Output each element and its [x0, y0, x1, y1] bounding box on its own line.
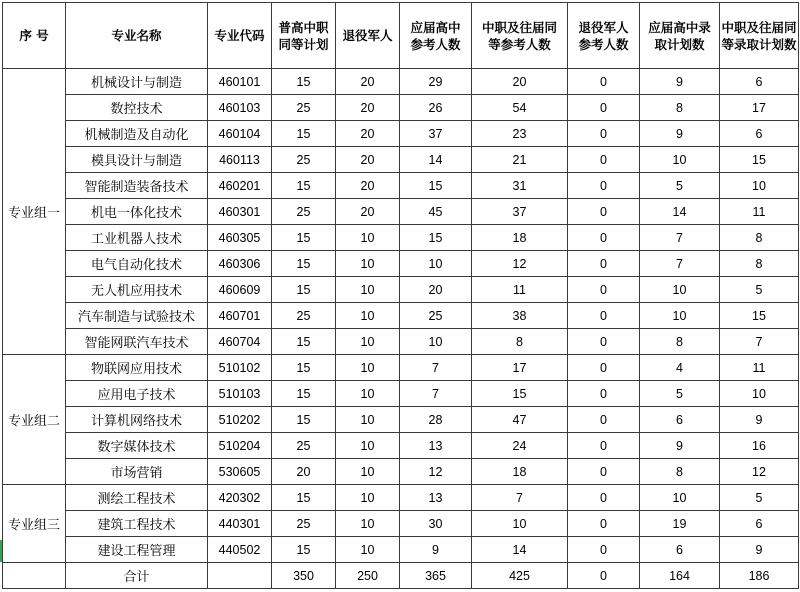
admit-hs-cell[interactable]: 19 — [640, 511, 720, 537]
major-name-cell[interactable]: 建设工程管理 — [66, 537, 208, 563]
major-code-cell[interactable]: 440301 — [208, 511, 272, 537]
table-row — [3, 277, 799, 303]
plan-veteran-cell[interactable]: 20 — [336, 95, 400, 121]
exam-hs-cell[interactable]: 14 — [400, 147, 472, 173]
table-row — [3, 433, 799, 459]
table-row — [3, 95, 799, 121]
exam-hs-cell[interactable]: 12 — [400, 459, 472, 485]
total-admit-hs-cell[interactable]: 164 — [640, 563, 720, 589]
major-name-cell[interactable]: 应用电子技术 — [66, 381, 208, 407]
exam-vocational-cell[interactable]: 15 — [472, 381, 568, 407]
plan-hs-equiv-cell[interactable]: 25 — [272, 147, 336, 173]
total-row — [3, 563, 799, 589]
exam-vocational-cell[interactable]: 23 — [472, 121, 568, 147]
plan-hs-equiv-cell[interactable]: 15 — [272, 537, 336, 563]
total-code-cell[interactable] — [208, 563, 272, 589]
exam-vocational-cell[interactable]: 37 — [472, 199, 568, 225]
plan-hs-equiv-cell[interactable]: 15 — [272, 381, 336, 407]
plan-hs-equiv-cell[interactable]: 25 — [272, 303, 336, 329]
plan-hs-equiv-cell[interactable]: 15 — [272, 251, 336, 277]
major-code-cell[interactable]: 460201 — [208, 173, 272, 199]
plan-hs-equiv-cell[interactable]: 25 — [272, 95, 336, 121]
plan-veteran-cell[interactable]: 10 — [336, 355, 400, 381]
exam-veteran-cell[interactable]: 0 — [568, 381, 640, 407]
exam-veteran-cell[interactable]: 0 — [568, 459, 640, 485]
header-plan-veteran[interactable]: 退役军人 — [336, 3, 400, 69]
plan-veteran-cell[interactable]: 10 — [336, 329, 400, 355]
admit-hs-cell[interactable]: 4 — [640, 355, 720, 381]
major-name-cell[interactable]: 无人机应用技术 — [66, 277, 208, 303]
plan-veteran-cell[interactable]: 20 — [336, 121, 400, 147]
exam-veteran-cell[interactable]: 0 — [568, 251, 640, 277]
exam-vocational-cell[interactable]: 10 — [472, 511, 568, 537]
exam-hs-cell[interactable]: 7 — [400, 355, 472, 381]
admit-hs-cell[interactable]: 6 — [640, 537, 720, 563]
header-row — [3, 3, 799, 69]
admit-hs-cell[interactable]: 10 — [640, 147, 720, 173]
major-code-cell[interactable]: 460701 — [208, 303, 272, 329]
major-code-cell[interactable]: 510102 — [208, 355, 272, 381]
table-row — [3, 459, 799, 485]
group-label-cell[interactable]: 专业组一 — [3, 69, 66, 355]
major-name-cell[interactable]: 计算机网络技术 — [66, 407, 208, 433]
exam-veteran-cell[interactable]: 0 — [568, 303, 640, 329]
exam-veteran-cell[interactable]: 0 — [568, 329, 640, 355]
exam-hs-cell[interactable]: 15 — [400, 225, 472, 251]
plan-veteran-cell[interactable]: 20 — [336, 173, 400, 199]
major-name-cell[interactable]: 数字媒体技术 — [66, 433, 208, 459]
plan-veteran-cell[interactable]: 10 — [336, 407, 400, 433]
plan-hs-equiv-cell[interactable]: 15 — [272, 69, 336, 95]
major-code-cell[interactable]: 530605 — [208, 459, 272, 485]
admit-hs-cell[interactable]: 8 — [640, 95, 720, 121]
exam-vocational-cell[interactable]: 14 — [472, 537, 568, 563]
admit-vocational-cell[interactable]: 10 — [720, 173, 799, 199]
total-exam-vocational-cell[interactable]: 425 — [472, 563, 568, 589]
exam-veteran-cell[interactable]: 0 — [568, 225, 640, 251]
plan-veteran-cell[interactable]: 10 — [336, 537, 400, 563]
major-name-cell[interactable]: 数控技术 — [66, 95, 208, 121]
plan-hs-equiv-cell[interactable]: 15 — [272, 407, 336, 433]
admit-vocational-cell[interactable]: 12 — [720, 459, 799, 485]
major-name-cell[interactable]: 智能制造装备技术 — [66, 173, 208, 199]
plan-hs-equiv-cell[interactable]: 15 — [272, 277, 336, 303]
plan-hs-equiv-cell[interactable]: 25 — [272, 199, 336, 225]
plan-hs-equiv-cell[interactable]: 25 — [272, 433, 336, 459]
major-code-cell[interactable]: 510204 — [208, 433, 272, 459]
admit-hs-cell[interactable]: 7 — [640, 251, 720, 277]
plan-hs-equiv-cell[interactable]: 15 — [272, 225, 336, 251]
major-name-cell[interactable]: 汽车制造与试验技术 — [66, 303, 208, 329]
major-code-cell[interactable]: 460306 — [208, 251, 272, 277]
admit-hs-cell[interactable]: 7 — [640, 225, 720, 251]
major-name-cell[interactable]: 建筑工程技术 — [66, 511, 208, 537]
enrollment-plan-table — [2, 2, 799, 589]
exam-veteran-cell[interactable]: 0 — [568, 69, 640, 95]
admit-hs-cell[interactable]: 6 — [640, 407, 720, 433]
plan-veteran-cell[interactable]: 10 — [336, 381, 400, 407]
major-name-cell[interactable]: 电气自动化技术 — [66, 251, 208, 277]
admit-vocational-cell[interactable]: 9 — [720, 537, 799, 563]
admit-hs-cell[interactable]: 10 — [640, 485, 720, 511]
exam-vocational-cell[interactable]: 18 — [472, 225, 568, 251]
exam-veteran-cell[interactable]: 0 — [568, 147, 640, 173]
total-seq-cell[interactable] — [3, 563, 66, 589]
major-code-cell[interactable]: 510103 — [208, 381, 272, 407]
admit-vocational-cell[interactable]: 5 — [720, 277, 799, 303]
plan-veteran-cell[interactable]: 20 — [336, 199, 400, 225]
plan-veteran-cell[interactable]: 10 — [336, 225, 400, 251]
header-seq[interactable]: 序 号 — [3, 3, 66, 69]
total-exam-veteran-cell[interactable]: 0 — [568, 563, 640, 589]
major-code-cell[interactable]: 460101 — [208, 69, 272, 95]
admit-hs-cell[interactable]: 5 — [640, 381, 720, 407]
exam-hs-cell[interactable]: 28 — [400, 407, 472, 433]
table-row — [3, 69, 799, 95]
major-code-cell[interactable]: 460113 — [208, 147, 272, 173]
exam-vocational-cell[interactable]: 54 — [472, 95, 568, 121]
major-code-cell[interactable]: 440502 — [208, 537, 272, 563]
exam-vocational-cell[interactable]: 47 — [472, 407, 568, 433]
exam-vocational-cell[interactable]: 24 — [472, 433, 568, 459]
major-code-cell[interactable]: 420302 — [208, 485, 272, 511]
header-major-code[interactable]: 专业代码 — [208, 3, 272, 69]
admit-hs-cell[interactable]: 10 — [640, 277, 720, 303]
admit-vocational-cell[interactable]: 8 — [720, 225, 799, 251]
exam-veteran-cell[interactable]: 0 — [568, 407, 640, 433]
exam-hs-cell[interactable]: 45 — [400, 199, 472, 225]
table-row — [3, 303, 799, 329]
exam-vocational-cell[interactable]: 31 — [472, 173, 568, 199]
exam-hs-cell[interactable]: 7 — [400, 381, 472, 407]
plan-veteran-cell[interactable]: 10 — [336, 251, 400, 277]
admit-vocational-cell[interactable]: 6 — [720, 511, 799, 537]
total-admit-vocational-cell[interactable]: 186 — [720, 563, 799, 589]
plan-veteran-cell[interactable]: 10 — [336, 459, 400, 485]
header-admit-hs[interactable]: 应届高中录 取计划数 — [640, 3, 720, 69]
exam-vocational-cell[interactable]: 38 — [472, 303, 568, 329]
exam-vocational-cell[interactable]: 21 — [472, 147, 568, 173]
exam-veteran-cell[interactable]: 0 — [568, 95, 640, 121]
plan-veteran-cell[interactable]: 10 — [336, 511, 400, 537]
exam-veteran-cell[interactable]: 0 — [568, 199, 640, 225]
exam-veteran-cell[interactable]: 0 — [568, 485, 640, 511]
plan-hs-equiv-cell[interactable]: 20 — [272, 459, 336, 485]
plan-hs-equiv-cell[interactable]: 15 — [272, 485, 336, 511]
major-name-cell[interactable]: 工业机器人技术 — [66, 225, 208, 251]
plan-hs-equiv-cell[interactable]: 15 — [272, 355, 336, 381]
exam-vocational-cell[interactable]: 12 — [472, 251, 568, 277]
exam-hs-cell[interactable]: 30 — [400, 511, 472, 537]
exam-vocational-cell[interactable]: 8 — [472, 329, 568, 355]
exam-veteran-cell[interactable]: 0 — [568, 433, 640, 459]
plan-veteran-cell[interactable]: 10 — [336, 485, 400, 511]
exam-hs-cell[interactable]: 13 — [400, 485, 472, 511]
admit-vocational-cell[interactable]: 9 — [720, 407, 799, 433]
major-name-cell[interactable]: 机械设计与制造 — [66, 69, 208, 95]
table-row — [3, 355, 799, 381]
major-code-cell[interactable]: 460704 — [208, 329, 272, 355]
admit-hs-cell[interactable]: 9 — [640, 121, 720, 147]
exam-vocational-cell[interactable]: 17 — [472, 355, 568, 381]
header-exam-veteran[interactable]: 退役军人 参考人数 — [568, 3, 640, 69]
admit-vocational-cell[interactable]: 7 — [720, 329, 799, 355]
major-code-cell[interactable]: 460305 — [208, 225, 272, 251]
plan-veteran-cell[interactable]: 10 — [336, 277, 400, 303]
exam-hs-cell[interactable]: 20 — [400, 277, 472, 303]
exam-veteran-cell[interactable]: 0 — [568, 121, 640, 147]
header-exam-vocational[interactable]: 中职及往届同 等参考人数 — [472, 3, 568, 69]
admit-vocational-cell[interactable]: 8 — [720, 251, 799, 277]
admit-hs-cell[interactable]: 14 — [640, 199, 720, 225]
table-row — [3, 329, 799, 355]
exam-vocational-cell[interactable]: 20 — [472, 69, 568, 95]
table-row — [3, 173, 799, 199]
exam-veteran-cell[interactable]: 0 — [568, 277, 640, 303]
total-exam-hs-cell[interactable]: 365 — [400, 563, 472, 589]
exam-vocational-cell[interactable]: 18 — [472, 459, 568, 485]
plan-hs-equiv-cell[interactable]: 15 — [272, 329, 336, 355]
table-row — [3, 121, 799, 147]
admit-vocational-cell[interactable]: 16 — [720, 433, 799, 459]
major-name-cell[interactable]: 物联网应用技术 — [66, 355, 208, 381]
major-code-cell[interactable]: 460609 — [208, 277, 272, 303]
exam-hs-cell[interactable]: 15 — [400, 173, 472, 199]
major-name-cell[interactable]: 智能网联汽车技术 — [66, 329, 208, 355]
admit-vocational-cell[interactable]: 5 — [720, 485, 799, 511]
plan-veteran-cell[interactable]: 20 — [336, 69, 400, 95]
major-name-cell[interactable]: 机电一体化技术 — [66, 199, 208, 225]
group-label-cell[interactable]: 专业组三 — [3, 485, 66, 563]
plan-veteran-cell[interactable]: 10 — [336, 433, 400, 459]
exam-veteran-cell[interactable]: 0 — [568, 173, 640, 199]
header-plan-hs-equiv[interactable]: 普高中职 同等计划 — [272, 3, 336, 69]
admit-vocational-cell[interactable]: 17 — [720, 95, 799, 121]
admit-hs-cell[interactable]: 9 — [640, 69, 720, 95]
plan-hs-equiv-cell[interactable]: 15 — [272, 121, 336, 147]
total-plan-veteran-cell[interactable]: 250 — [336, 563, 400, 589]
table-row — [3, 407, 799, 433]
table-row — [3, 511, 799, 537]
admit-vocational-cell[interactable]: 6 — [720, 69, 799, 95]
exam-vocational-cell[interactable]: 7 — [472, 485, 568, 511]
admit-vocational-cell[interactable]: 6 — [720, 121, 799, 147]
admit-hs-cell[interactable]: 8 — [640, 329, 720, 355]
major-name-cell[interactable]: 市场营销 — [66, 459, 208, 485]
exam-hs-cell[interactable]: 10 — [400, 329, 472, 355]
admit-vocational-cell[interactable]: 15 — [720, 147, 799, 173]
exam-hs-cell[interactable]: 29 — [400, 69, 472, 95]
table-row — [3, 199, 799, 225]
exam-veteran-cell[interactable]: 0 — [568, 537, 640, 563]
major-name-cell[interactable]: 机械制造及自动化 — [66, 121, 208, 147]
exam-hs-cell[interactable]: 13 — [400, 433, 472, 459]
plan-veteran-cell[interactable]: 10 — [336, 303, 400, 329]
admit-hs-cell[interactable]: 8 — [640, 459, 720, 485]
admit-hs-cell[interactable]: 9 — [640, 433, 720, 459]
major-name-cell[interactable]: 模具设计与制造 — [66, 147, 208, 173]
group-label-cell[interactable]: 专业组二 — [3, 355, 66, 485]
plan-hs-equiv-cell[interactable]: 15 — [272, 173, 336, 199]
plan-veteran-cell[interactable]: 20 — [336, 147, 400, 173]
admit-hs-cell[interactable]: 10 — [640, 303, 720, 329]
table-row — [3, 485, 799, 511]
table-row — [3, 381, 799, 407]
exam-veteran-cell[interactable]: 0 — [568, 355, 640, 381]
admit-vocational-cell[interactable]: 10 — [720, 381, 799, 407]
table-row — [3, 225, 799, 251]
admit-vocational-cell[interactable]: 11 — [720, 355, 799, 381]
major-code-cell[interactable]: 460104 — [208, 121, 272, 147]
table-row — [3, 147, 799, 173]
major-code-cell[interactable]: 510202 — [208, 407, 272, 433]
exam-hs-cell[interactable]: 26 — [400, 95, 472, 121]
exam-vocational-cell[interactable]: 11 — [472, 277, 568, 303]
header-major-name[interactable]: 专业名称 — [66, 3, 208, 69]
exam-hs-cell[interactable]: 37 — [400, 121, 472, 147]
total-plan-hs-equiv-cell[interactable]: 350 — [272, 563, 336, 589]
total-label-cell[interactable]: 合计 — [66, 563, 208, 589]
exam-veteran-cell[interactable]: 0 — [568, 511, 640, 537]
admit-hs-cell[interactable]: 5 — [640, 173, 720, 199]
major-name-cell[interactable]: 测绘工程技术 — [66, 485, 208, 511]
major-code-cell[interactable]: 460301 — [208, 199, 272, 225]
table-row — [3, 537, 799, 563]
header-admit-vocational[interactable]: 中职及往届同 等录取计划数 — [720, 3, 799, 69]
plan-hs-equiv-cell[interactable]: 25 — [272, 511, 336, 537]
exam-hs-cell[interactable]: 10 — [400, 251, 472, 277]
admit-vocational-cell[interactable]: 15 — [720, 303, 799, 329]
exam-hs-cell[interactable]: 9 — [400, 537, 472, 563]
table-row — [3, 251, 799, 277]
admit-vocational-cell[interactable]: 11 — [720, 199, 799, 225]
header-exam-hs[interactable]: 应届高中 参考人数 — [400, 3, 472, 69]
major-code-cell[interactable]: 460103 — [208, 95, 272, 121]
exam-hs-cell[interactable]: 25 — [400, 303, 472, 329]
